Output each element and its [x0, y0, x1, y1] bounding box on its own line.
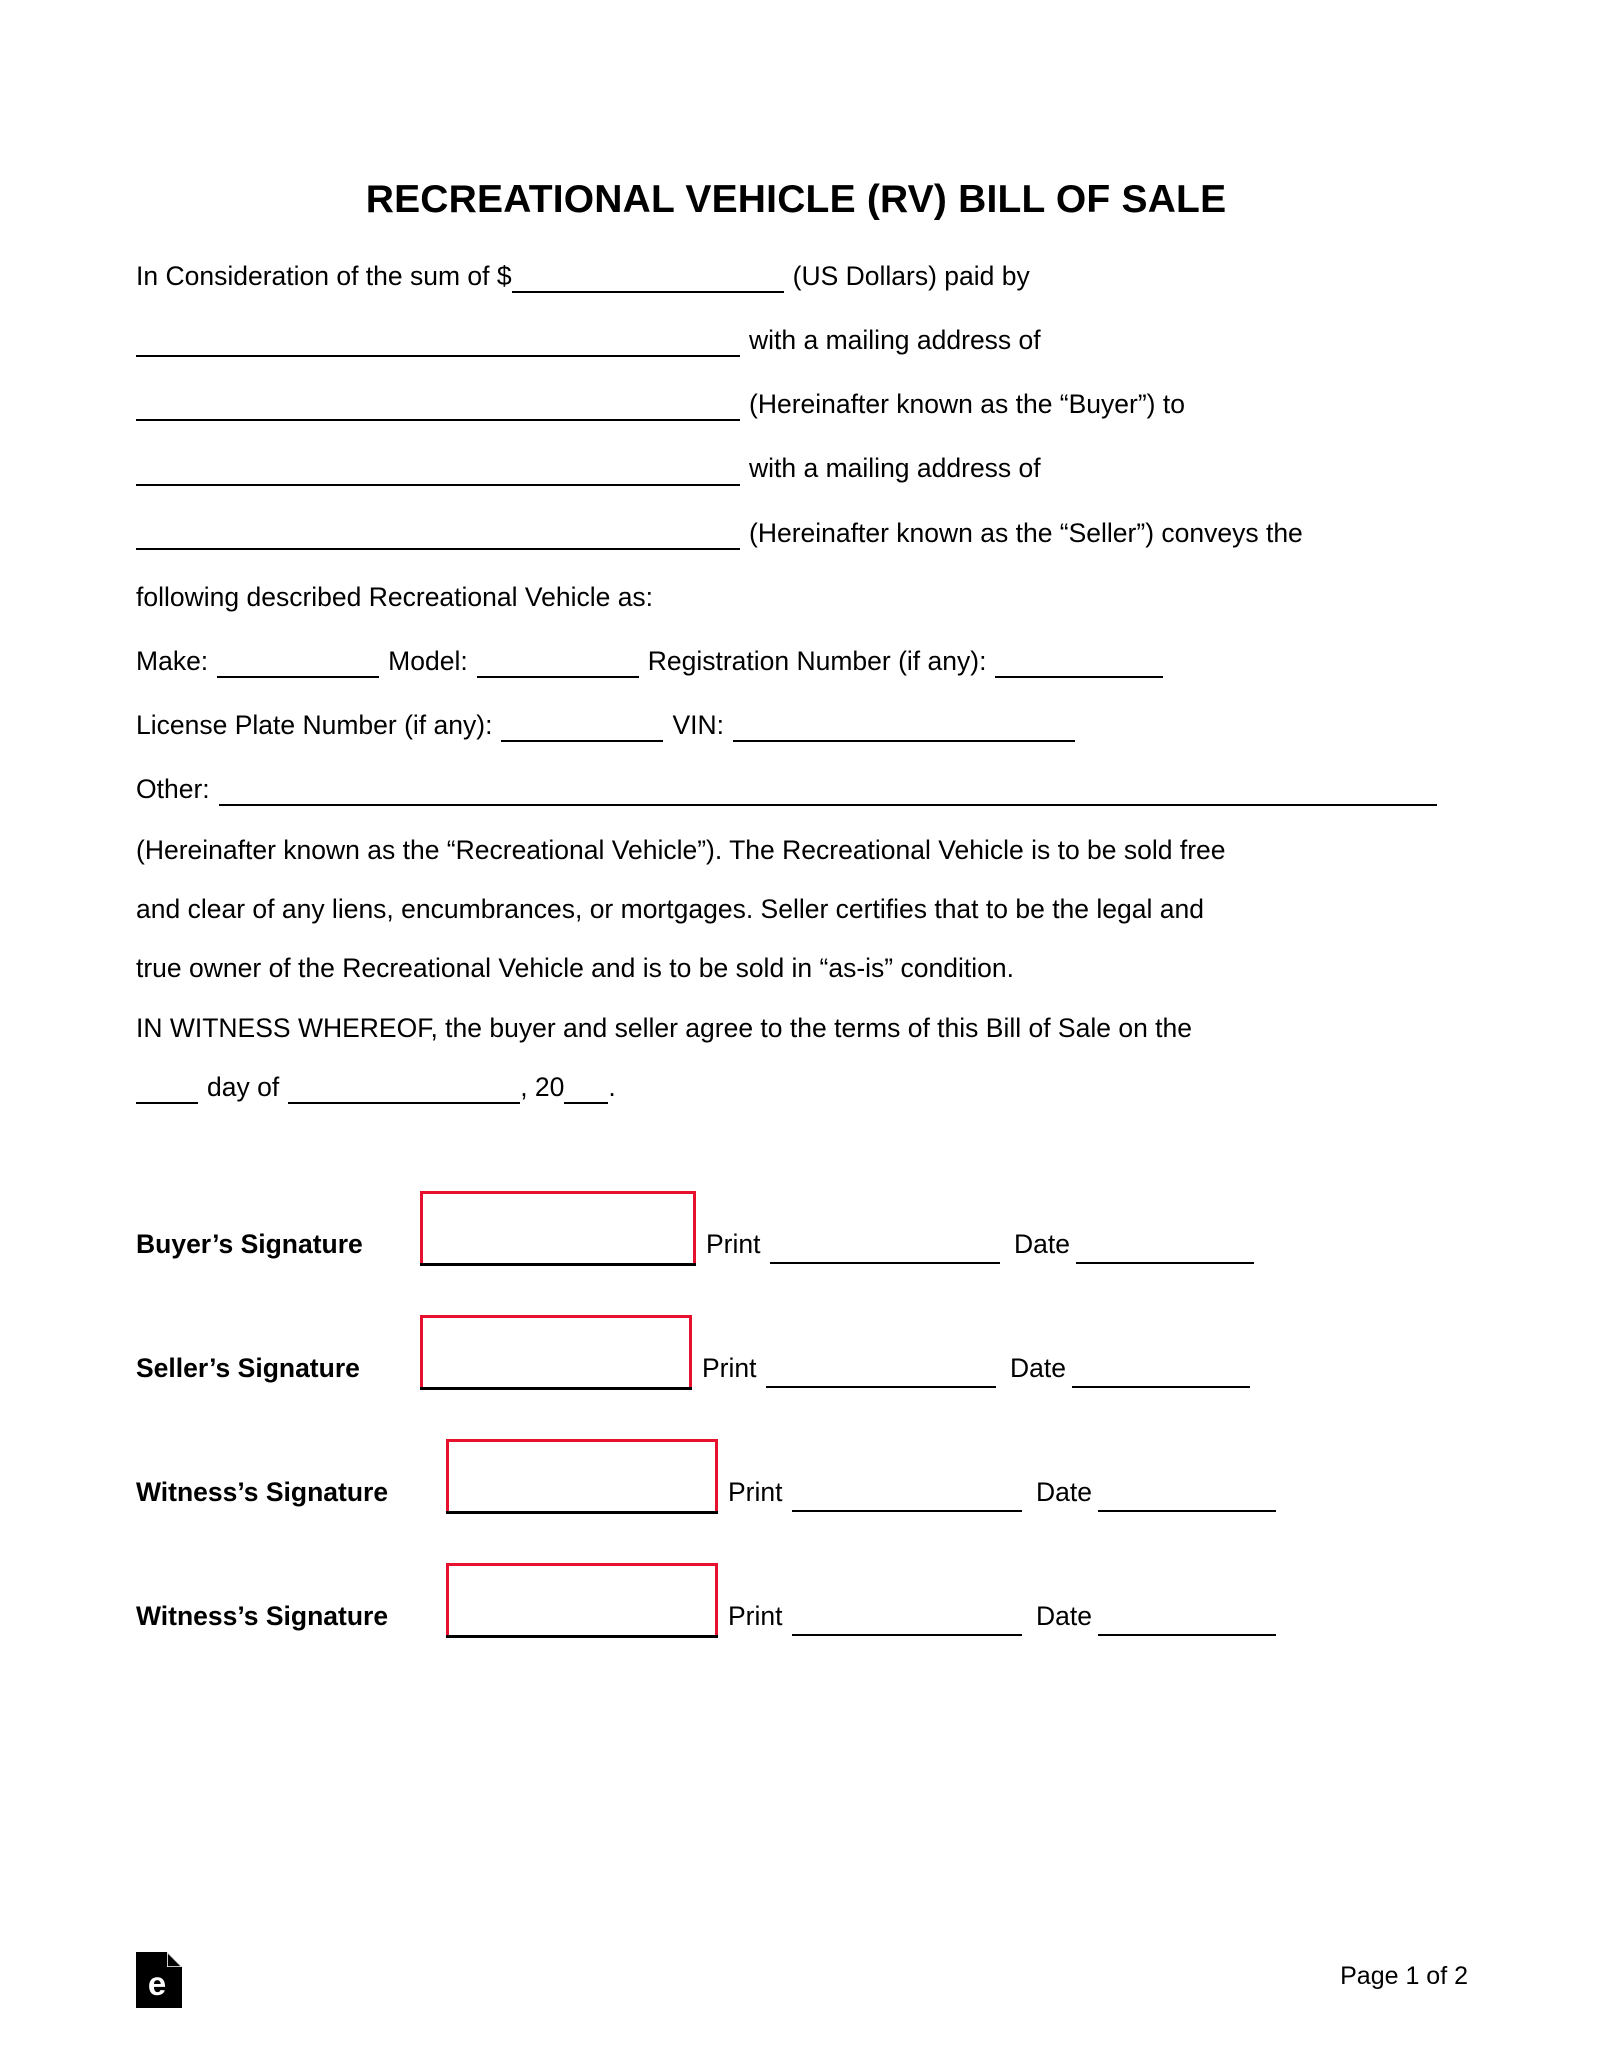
day-of-label: day of [207, 1071, 280, 1102]
witness-2-print-label: Print [728, 1600, 783, 1631]
other-line [136, 773, 1456, 806]
seller-name-trail: with a mailing address of [749, 453, 1041, 484]
witness-2-signature-row [136, 1522, 1456, 1646]
buyer-signature-label: Buyer’s Signature [136, 1228, 363, 1259]
seller-name-line [136, 452, 1456, 485]
buyer-address-trail: (Hereinafter known as the “Buyer”) to [749, 389, 1185, 420]
make-blank[interactable] [217, 651, 379, 678]
buyer-name-trail: with a mailing address of [749, 325, 1041, 356]
buyer-print-label: Print [706, 1228, 761, 1259]
eforms-logo-icon[interactable] [136, 1952, 182, 2008]
witness-2-signature-label: Witness’s Signature [136, 1600, 389, 1631]
buyer-date-line[interactable] [1076, 1252, 1254, 1264]
other-blank[interactable] [219, 779, 1437, 806]
signature-section [136, 1150, 1456, 1646]
buyer-print-line[interactable] [770, 1252, 1000, 1264]
consideration-lead: In Consideration of the sum of $ [136, 261, 512, 291]
seller-address-trail: (Hereinafter known as the “Seller”) conveys the [749, 517, 1303, 548]
vin-label: VIN: [672, 709, 724, 740]
seller-date-line[interactable] [1072, 1376, 1250, 1388]
witness-2-date-label: Date [1036, 1600, 1092, 1631]
registration-blank[interactable] [995, 651, 1163, 678]
witness-1-signature-label: Witness’s Signature [136, 1476, 389, 1507]
year-blank[interactable] [564, 1077, 608, 1104]
model-label: Model: [388, 645, 468, 676]
witness-2-print-line[interactable] [792, 1624, 1022, 1636]
month-blank[interactable] [288, 1077, 520, 1104]
following-described-line [136, 581, 1456, 614]
make-model-registration-line [136, 645, 1456, 678]
witness-1-date-line[interactable] [1098, 1500, 1276, 1512]
plate-blank[interactable] [501, 715, 663, 742]
amount-blank[interactable] [512, 266, 784, 293]
witness-whereof-line [136, 1012, 1456, 1045]
seller-print-line[interactable] [766, 1376, 996, 1388]
buyer-signature-line[interactable] [420, 1249, 696, 1266]
comma-twenty-label: , 20 [520, 1071, 565, 1102]
svg-text:e: e [147, 1965, 167, 2002]
witness-1-date-label: Date [1036, 1476, 1092, 1507]
page-number: Page 1 of 2 [1340, 1962, 1468, 1990]
witness-2-date-line[interactable] [1098, 1624, 1276, 1636]
following-described-text: following described Recreational Vehicle as: [136, 581, 654, 612]
witness-2-signature-line[interactable] [446, 1621, 718, 1638]
witness-whereof-text: IN WITNESS WHEREOF, the buyer and seller agree to the terms of this Bill of Sale on the [136, 1012, 1193, 1043]
witness-1-signature-line[interactable] [446, 1497, 718, 1514]
clause-text-1: (Hereinafter known as the “Recreational Vehicle”). The Recreational Vehicle is to be sold free [136, 835, 1226, 866]
model-blank[interactable] [477, 651, 639, 678]
seller-date-label: Date [1010, 1352, 1066, 1383]
buyer-name-line [136, 324, 1456, 357]
seller-address-line [136, 517, 1456, 550]
clause-line-3 [136, 952, 1456, 985]
clause-line-1 [136, 834, 1456, 867]
buyer-date-label: Date [1014, 1228, 1070, 1259]
plate-vin-line [136, 709, 1456, 742]
vin-blank[interactable] [733, 715, 1075, 742]
consideration-line [136, 260, 1456, 293]
page-title: RECREATIONAL VEHICLE (RV) BILL OF SALE [365, 178, 1227, 221]
document-body [136, 0, 1456, 1646]
clause-text-3: true owner of the Recreational Vehicle and is to be sold in “as-is” condition. [136, 953, 1014, 984]
other-label: Other: [136, 774, 210, 804]
witness-1-print-label: Print [728, 1476, 783, 1507]
registration-label: Registration Number (if any): [647, 645, 987, 676]
clause-line-2 [136, 893, 1456, 926]
execution-date-line [136, 1071, 1456, 1104]
witness-1-print-line[interactable] [792, 1500, 1022, 1512]
consideration-trail: (US Dollars) paid by [792, 261, 1030, 291]
seller-signature-row [136, 1274, 1456, 1398]
buyer-signature-row [136, 1150, 1456, 1274]
day-blank[interactable] [136, 1077, 198, 1104]
make-label: Make: [136, 645, 209, 676]
seller-signature-label: Seller’s Signature [136, 1352, 360, 1383]
seller-address-blank[interactable] [136, 523, 740, 550]
period-label: . [608, 1071, 616, 1102]
buyer-address-blank[interactable] [136, 394, 740, 421]
seller-signature-line[interactable] [420, 1373, 692, 1390]
plate-label: License Plate Number (if any): [136, 709, 493, 740]
seller-print-label: Print [702, 1352, 757, 1383]
seller-name-blank[interactable] [136, 459, 740, 486]
witness-1-signature-row [136, 1398, 1456, 1522]
buyer-address-line [136, 388, 1456, 421]
buyer-name-blank[interactable] [136, 330, 740, 357]
clause-text-2: and clear of any liens, encumbrances, or mortgages. Seller certifies that to be the legal and [136, 894, 1204, 925]
